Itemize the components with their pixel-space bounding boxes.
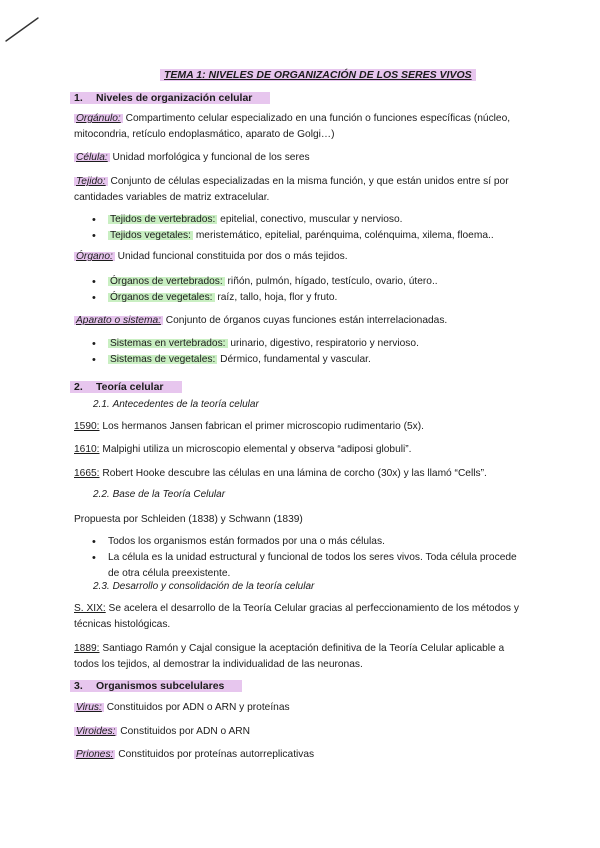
bullet-label: Órganos de vegetales: xyxy=(110,292,213,303)
aparato-bullets xyxy=(92,336,526,368)
text-1889: Santiago Ramón y Cajal consigue la aceptación definitiva de la Teoría Celular aplicable a todos los tejidos, al demostrar la individualidad de las neuronas. xyxy=(74,643,505,670)
organo-bullets xyxy=(92,274,526,306)
aparato-term: Aparato o sistema: xyxy=(76,315,161,326)
event-1590 xyxy=(74,419,526,435)
event-1610 xyxy=(74,442,526,458)
bullet-label: Tejidos vegetales: xyxy=(110,230,191,241)
tejido-definition xyxy=(74,174,526,206)
priones-definition xyxy=(74,747,526,763)
organo-text: Unidad funcional constituida por dos o más tejidos. xyxy=(114,251,348,262)
list-item: • La célula es la unidad estructural y funcional de todos los seres vivos. Toda célula procede de otra célula preexistente. xyxy=(92,550,526,582)
organulo-definition xyxy=(74,111,526,143)
celula-term: Célula: xyxy=(76,152,108,163)
tejido-bullets xyxy=(92,212,526,244)
sxix-label: S. XIX: xyxy=(74,603,106,614)
subsection-number: 2.3. xyxy=(93,581,110,592)
list-item xyxy=(92,274,526,290)
subsection-title: Desarrollo y consolidación de la teoría celular xyxy=(112,581,315,592)
bullet-label: Sistemas de vegetales: xyxy=(110,354,216,365)
bullet-text: Dérmico, fundamental y vascular. xyxy=(217,354,371,365)
list-item xyxy=(92,290,526,306)
section-2-number: 2. xyxy=(74,381,83,393)
propuesta-text: Propuesta por Schleiden (1838) y Schwann (1839) xyxy=(74,514,303,525)
sxix-text: Se acelera el desarrollo de la Teoría Celular gracias al perfeccionamiento de los métodos y técnicas histológicas. xyxy=(74,603,519,630)
organo-term: Órgano: xyxy=(76,251,113,262)
bullet-text: raíz, tallo, hoja, flor y fruto. xyxy=(214,292,338,303)
bases-bullets xyxy=(92,534,526,582)
event-1665 xyxy=(74,466,526,482)
organulo-term: Orgánulo: xyxy=(76,113,121,124)
section-2-title: Teoría celular xyxy=(96,381,164,393)
subsection-title: Base de la Teoría Celular xyxy=(112,489,226,500)
bullet-text: urinario, digestivo, respiratorio y nervioso. xyxy=(227,338,419,349)
event-text: Los hermanos Jansen fabrican el primer microscopio rudimentario (5x). xyxy=(99,421,424,432)
pen-stroke-mark xyxy=(4,14,44,44)
section-3-title: Organismos subcelulares xyxy=(96,680,225,692)
paragraph-1889 xyxy=(74,641,526,673)
tejido-text: Conjunto de células especializadas en la misma función, y que están unidos entre sí por cantidades variables de matriz extracelular. xyxy=(74,176,509,203)
virus-text: Constituidos por ADN o ARN y proteínas xyxy=(103,702,290,713)
tejido-term: Tejido: xyxy=(76,176,106,187)
viroides-text: Constituidos por ADN o ARN xyxy=(117,726,250,737)
document-title: TEMA 1: NIVELES DE ORGANIZACIÓN DE LOS SERES VIVOS xyxy=(160,68,476,82)
event-year: 1590: xyxy=(74,421,100,432)
virus-term: Virus: xyxy=(76,702,102,713)
list-item xyxy=(92,228,526,244)
bullet-text: meristemático, epitelial, parénquima, colénquima, xilema, floema.. xyxy=(192,230,494,241)
subsection-number: 2.1. xyxy=(93,399,110,410)
section-1-title: Niveles de organización celular xyxy=(96,92,253,104)
section-1-number: 1. xyxy=(74,92,83,104)
label-1889: 1889: xyxy=(74,643,100,654)
virus-definition xyxy=(74,700,526,716)
list-item xyxy=(92,352,526,368)
viroides-term: Viroides: xyxy=(76,726,116,737)
subsection-2-2 xyxy=(93,489,225,500)
aparato-text: Conjunto de órganos cuyas funciones están interrelacionadas. xyxy=(162,315,448,326)
list-item xyxy=(92,212,526,228)
list-item xyxy=(92,336,526,352)
priones-term: Priones: xyxy=(76,749,114,760)
event-year: 1665: xyxy=(74,468,100,479)
section-1-heading xyxy=(70,91,270,105)
bullet-label: Tejidos de vertebrados: xyxy=(110,214,216,225)
priones-text: Constituidos por proteínas autorreplicativas xyxy=(115,749,315,760)
section-3-number: 3. xyxy=(74,680,83,692)
bullet-label: Órganos de vertebrados: xyxy=(110,276,223,287)
bullet-text: epitelial, conectivo, muscular y nervioso. xyxy=(217,214,403,225)
event-year: 1610: xyxy=(74,444,100,455)
organulo-text: Compartimento celular especializado en una función o funciones específicas (núcleo, mitocondria, retículo endoplasmático, aparato de Golgi…) xyxy=(74,113,511,140)
aparato-definition xyxy=(74,313,526,329)
bullet-label: Sistemas en vertebrados: xyxy=(110,338,226,349)
subsection-2-3 xyxy=(93,581,314,592)
sxix-paragraph xyxy=(74,601,526,633)
celula-definition xyxy=(74,150,526,166)
section-2-heading xyxy=(70,380,182,394)
section-3-heading xyxy=(70,679,242,693)
subsection-2-1 xyxy=(93,399,259,410)
celula-text: Unidad morfológica y funcional de los seres xyxy=(109,152,310,163)
event-text: Robert Hooke descubre las células en una lámina de corcho (30x) y las llamó “Cells”. xyxy=(99,468,487,479)
event-text: Malpighi utiliza un microscopio elemental y observa “adiposi globuli”. xyxy=(99,444,412,455)
subsection-title: Antecedentes de la teoría celular xyxy=(112,399,259,410)
list-item: • Todos los organismos están formados por una o más células. xyxy=(92,534,526,550)
viroides-definition xyxy=(74,724,526,740)
bullet-text: riñón, pulmón, hígado, testículo, ovario, útero.. xyxy=(224,276,438,287)
organo-definition xyxy=(74,249,526,265)
subsection-number: 2.2. xyxy=(93,489,110,500)
